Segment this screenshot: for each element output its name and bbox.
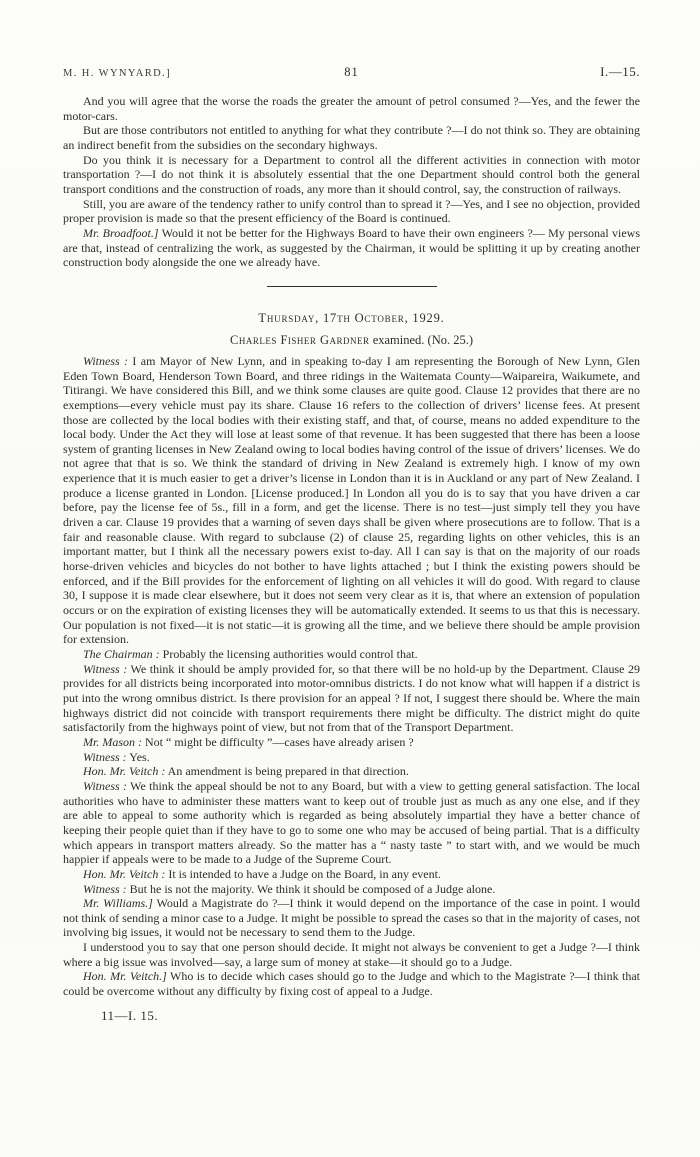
session-date-heading: Thursday, 17th October, 1929.	[258, 310, 445, 325]
examination-note: examined. (No. 25.)	[372, 332, 474, 347]
paragraph-text: Do you think it is necessary for a Department to control all the different activities in connection with motor transportation ?—I do not think it is absolutely essential that the one Department should control both the general transport conditions and the construction of roads, any more than it should control, say, the construction of railways.	[63, 152, 640, 196]
testimony-paragraph	[63, 882, 640, 897]
testimony-paragraph	[63, 123, 640, 152]
testimony-paragraph	[63, 735, 640, 750]
speaker-label: Hon. Mr. Veitch :	[83, 764, 166, 779]
testimony-paragraph	[63, 969, 640, 998]
testimony-paragraph	[63, 354, 640, 647]
examination-heading	[63, 333, 640, 348]
testimony-paragraph	[63, 940, 640, 969]
speaker-label: The Chairman :	[83, 647, 160, 661]
paragraph-text: Would it not be better for the Highways Board to have their own engineers ?— My personal views are that, instead of centralizing the work, as suggested by the Chairman, it would be splitting it up by creating another construction body alongside the one we already have.	[63, 225, 640, 270]
paragraph-text: Not “ might be difficulty ”—cases have already arisen ?	[145, 734, 414, 749]
paragraph-text: An amendment is being prepared in that direction.	[167, 764, 409, 779]
running-header	[63, 64, 640, 80]
speaker-label: Mr. Williams.]	[83, 896, 153, 911]
testimony-paragraph	[63, 94, 640, 123]
running-header-witness-name: M. H. WYNYARD.]	[63, 68, 172, 79]
testimony-paragraph	[63, 662, 640, 735]
paragraph-text: I understood you to say that one person should decide. It might not always be convenient to get a Judge ?—I think where a big issue was involved—say, a large sum of money at stake—it should go to a Judge.	[63, 940, 640, 969]
paper-reference-number: I.—15.	[600, 64, 640, 79]
testimony-paragraph	[63, 750, 640, 765]
testimony-paragraph	[63, 896, 640, 940]
speaker-label: Hon. Mr. Veitch :	[83, 866, 166, 881]
testimony-paragraph	[63, 867, 640, 882]
paragraph-text: Probably the licensing authorities would control that.	[162, 647, 418, 661]
speaker-label: Mr. Mason :	[83, 734, 142, 749]
speaker-label: Witness :	[83, 353, 129, 368]
paragraph-text: And you will agree that the worse the roads the greater the amount of petrol consumed ?—Yes, and the fewer the motor-cars.	[63, 94, 640, 123]
testimony-paragraph	[63, 779, 640, 867]
testimony-paragraph	[63, 153, 640, 197]
speaker-label: Witness :	[83, 749, 127, 764]
previous-session-text	[63, 94, 640, 270]
section-divider	[267, 286, 437, 287]
footer-signature: 11—I. 15.	[101, 1007, 159, 1023]
paragraph-text: I am Mayor of New Lynn, and in speaking to-day I am representing the Borough of New Lynn, Glen Eden Town Board, Henderson Town Board, and three ridings in the Waitemata County—Waipareira, Waikumete, and Titirangi. We have considered this Bill, and we think some clauses are quite good. Clause 12 provides that there are no exemptions—every vehicle must pay its share. Clause 16 refers to the collection of drivers’ license fees. At present those are collected by the local bodies with their existing staff, and that, of course, means no added expenditure to the local body. Under the Act they will lose at least some of that revenue. It has been suggested that there has been a loose system of granting licenses in New Zealand owing to local bodies having control of the issue of drivers’ licenses. We do not agree that that is so. We think the standard of driving in New Zealand is extremely high. I know of my own experience that it is much easier to get a driver’s license in London than it is in Auckland or any part of New Zealand. I produce a license granted in London. [License produced.] In London all you do is to say that you have driven a car before, pay the license fee of 5s., fill in a form, and get the license. There is no test—just simply tell they you have driven a car. Clause 19 provides that a warning of seven days shall be given where prosecutions are to follow. That is a fair and reasonable clause. With regard to subclause (2) of clause 25, regarding lights on other vehicles, this is an important matter, but I think all the necessary powers exist to-day. All I can say is that on the majority of our roads horse-driven vehicles and bicycles do not bother to have lights attached ; but I think the existing powers should be enforced, and if the Bill provides for the enforcement of lighting on all vehicles it will do good. With regard to clause 30, I suppose it is made clear elsewhere, but it does not seem very clear as it is, that where an extension of population occurs or on the expiration of existing licenses they will be automatically extended. It seems to us that this is necessary. Our population is not fixed—it is not static—it is growing all the time, and we believe there should be ample provision for extension.	[63, 353, 641, 647]
testimony-paragraph	[63, 764, 640, 779]
paragraph-text: Yes.	[129, 749, 150, 764]
paragraph-text: But are those contributors not entitled to anything for what they contribute ?—I do not think so. They are obtaining an indirect benefit from the subsidies on the secondary highways.	[63, 123, 640, 152]
paragraph-text: Who is to decide which cases should go to the Judge and which to the Magistrate ?—I think that could be overcome without any difficulty by fixing cost of appeal to a Judge.	[63, 969, 640, 999]
speaker-label: Mr. Broadfoot.]	[83, 225, 159, 240]
testimony-paragraph	[63, 647, 640, 662]
witness-name: Charles Fisher Gardner	[229, 332, 370, 347]
paragraph-text: We think the appeal should be not to any Board, but with a view to getting general satisfaction. The local authorities who have to administer these matters want to keep out of trouble just as much as any one else, and if they are able to appeal to some authority which is regarded as being absolutely impartial they have a better chance of keeping their people quiet than if they have to go to some one who may be accused of being partial. That is a difficulty which appears in transport matters already. So the matter has a “ nasty taste ” to start with, and we would be much happier if appeals were to be made to a Judge of the Supreme Court.	[63, 778, 640, 867]
paragraph-text: But he is not the majority. We think it should be composed of a Judge alone.	[129, 881, 496, 896]
paragraph-text: Would a Magistrate do ?—I think it would depend on the importance of the case in point. I would not think of sending a minor case to a Judge. It might be possible to spread the cases so that in the majority of cases, not involving big issues, it would not be necessary to send them to the Judge.	[63, 896, 640, 940]
speaker-label: Hon. Mr. Veitch.]	[83, 969, 167, 984]
speaker-label: Witness :	[83, 661, 128, 676]
page-number: 81	[344, 65, 359, 79]
speaker-label: Witness :	[83, 778, 127, 793]
paragraph-text: It is intended to have a Judge on the Board, in any event.	[168, 866, 441, 881]
speaker-label: Witness :	[83, 881, 127, 896]
paragraph-text: We think it should be amply provided for, so that there will be no hold-up by the Department. Clause 29 provides for all districts being incorporated into motor-omnibus districts. I do not know what will happen if a district is put into the wrong omnibus district. Is there provision for an appeal ? If not, I suggest there should be. Where the main highways district did not coincide with transport requirements there might be difficulty. The district might do quite satisfactorily from the highways point of view, but not from that of the Transport Department.	[63, 661, 640, 735]
session-testimony-text	[63, 354, 640, 999]
testimony-paragraph	[63, 197, 640, 226]
paragraph-text: Still, you are aware of the tendency rather to unify control than to spread it ?—Yes, and I see no objection, provided proper provision is made so that the present efficiency of the Board is continued.	[63, 196, 640, 226]
testimony-paragraph	[63, 226, 640, 270]
